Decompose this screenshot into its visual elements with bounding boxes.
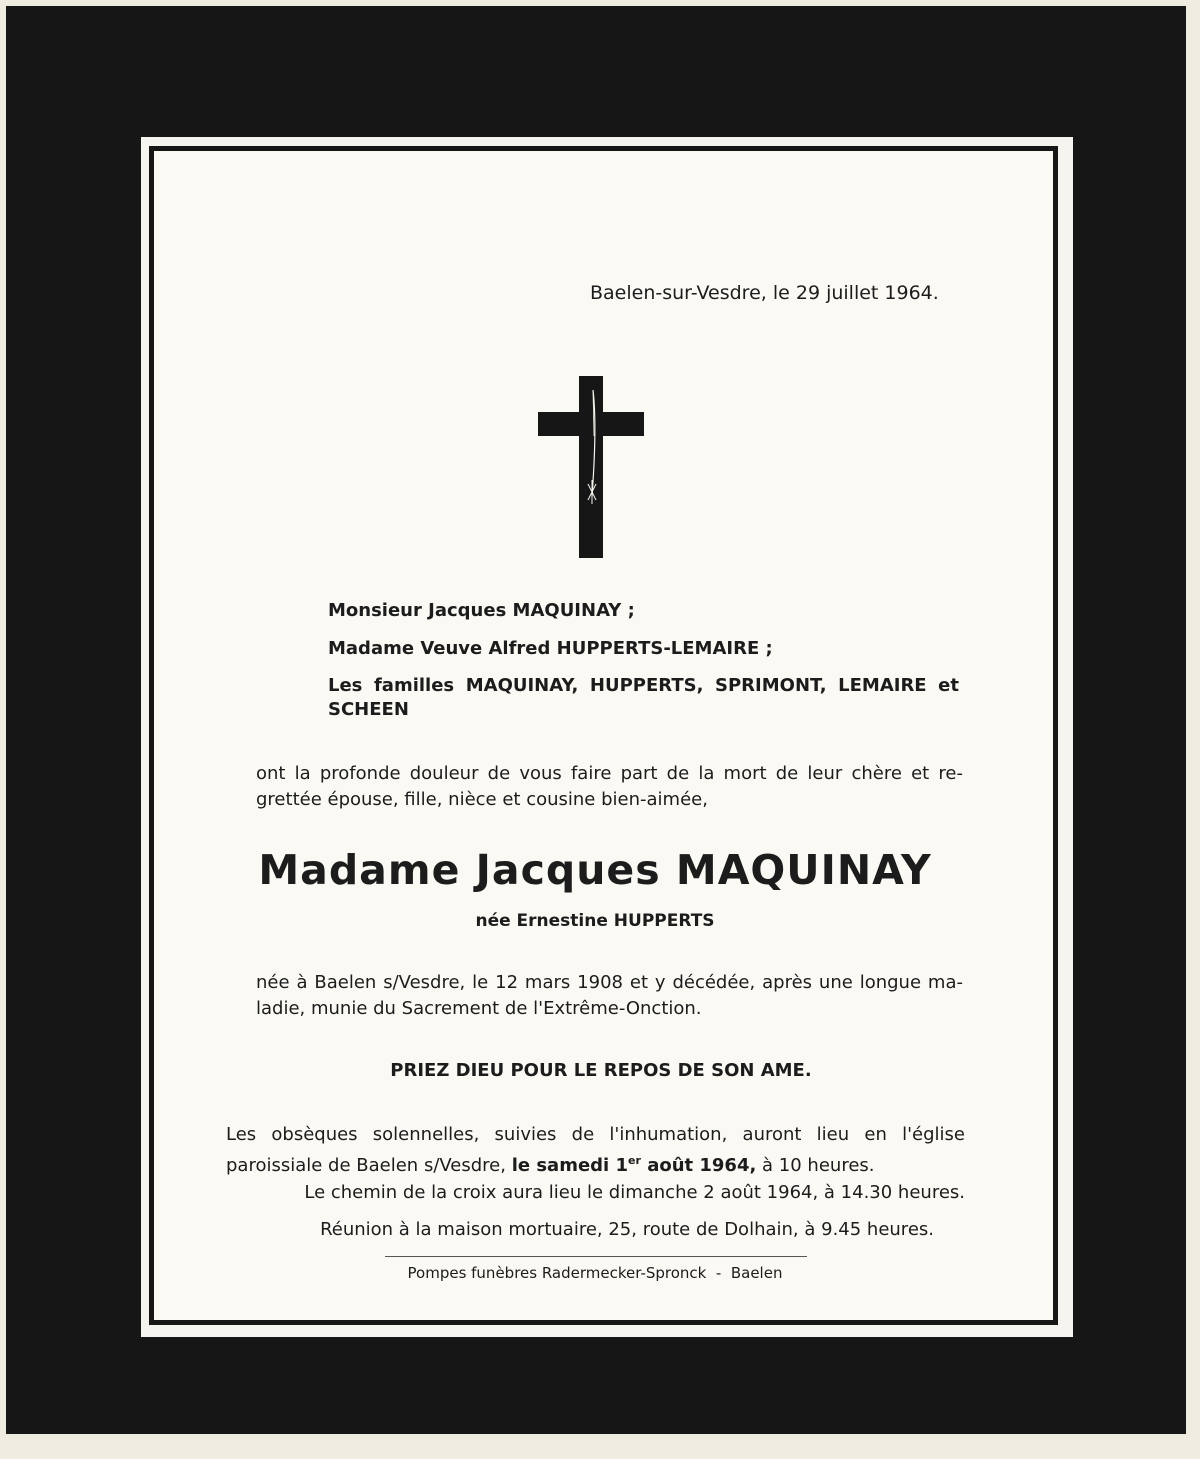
birth-death-paragraph: née à Baelen s/Vesdre, le 12 mars 1908 et y décédée, après une longue ma-ladie, munie du Sacrement de l'Extrême-Onction.: [256, 972, 963, 1019]
chemin-de-croix-line: Le chemin de la croix aura lieu le dimanche 2 août 1964, à 14.30 heures.: [304, 1182, 965, 1203]
announcement-paragraph: ont la profonde douleur de vous faire part de la mort de leur chère et re-grettée épouse, fille, nièce et cousine bien-aimée,: [256, 763, 963, 810]
funeral-home-footer: Pompes funèbres Radermecker-Spronck - Baelen: [407, 1264, 783, 1282]
mourner-line: Madame Veuve Alfred HUPPERTS-LEMAIRE ;: [328, 638, 773, 659]
deceased-name: Madame Jacques MAQUINAY: [258, 846, 932, 894]
funeral-date: [512, 1155, 757, 1176]
funeral-date-ordinal: er: [628, 1154, 641, 1167]
funeral-date-day: le samedi 1: [511, 1155, 629, 1176]
mourner-line: Les familles MAQUINAY, HUPPERTS, SPRIMONT, LEMAIRE et SCHEEN: [328, 675, 959, 720]
reunion-line: Réunion à la maison mortuaire, 25, route de Dolhain, à 9.45 heures.: [320, 1219, 934, 1240]
mourner-line: Monsieur Jacques MAQUINAY ;: [328, 600, 635, 621]
maiden-name: née Ernestine HUPPERTS: [475, 911, 715, 931]
funeral-date-month: août 1964,: [640, 1155, 757, 1176]
funeral-paragraph: [226, 1122, 965, 1179]
funeral-time: à 10 heures.: [756, 1155, 875, 1176]
prayer-line: PRIEZ DIEU POUR LE REPOS DE SON AME.: [390, 1060, 812, 1081]
cross-icon: [538, 376, 644, 558]
date-line: Baelen-sur-Vesdre, le 29 juillet 1964.: [590, 282, 939, 304]
funeral-text: Les obsèques solennelles, suivies de l'inhumation, auront lieu en l'église paroissiale de Baelen s/Vesdre,: [226, 1124, 965, 1176]
footer-divider: [385, 1256, 807, 1257]
